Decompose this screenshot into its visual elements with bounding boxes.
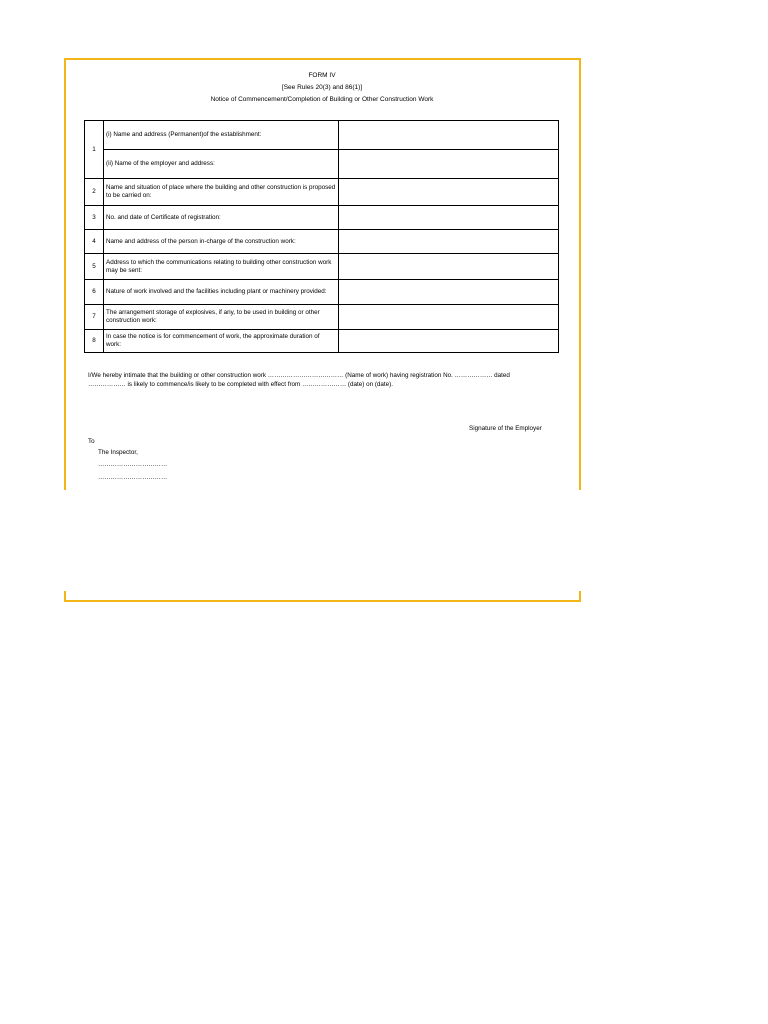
row-number: 5: [85, 254, 104, 280]
intimation-paragraph: I/We hereby intimate that the building or other construction work ……………………………… (Name of work) having registration No. ……………… dated ……………… is likely to commence/is likely to be completed with effect from ………………… (date) on (date).: [88, 372, 510, 388]
row-value-field[interactable]: [339, 179, 559, 206]
form-subtitle: Notice of Commencement/Completion of Building or Other Construction Work: [210, 96, 434, 103]
frame-right-border: [579, 58, 581, 490]
to-label: To: [88, 438, 95, 445]
row-label: (ii) Name of the employer and address:: [104, 150, 339, 179]
row-number: 8: [85, 330, 104, 353]
form-title: FORM IV: [308, 72, 336, 79]
row-value-field[interactable]: [339, 305, 559, 330]
form-table: [84, 120, 559, 353]
row-label: No. and date of Certificate of registration:: [104, 206, 339, 230]
row-label: The arrangement storage of explosives, if any, to be used in building or other construction work:: [104, 305, 339, 330]
row-number: 3: [85, 206, 104, 230]
row-number: 1: [85, 121, 104, 179]
row-number: 7: [85, 305, 104, 330]
row-number: 2: [85, 179, 104, 206]
table-row: [85, 330, 559, 353]
row-label: Name and address of the person in-charge of the construction work:: [104, 230, 339, 254]
employer-signature-label: Signature of the Employer: [469, 425, 542, 432]
frame-left-border: [64, 58, 66, 490]
form-rules: [See Rules 20(3) and 86(1)]: [281, 84, 363, 91]
table-row: [85, 206, 559, 230]
row-label: (i) Name and address (Permanent)of the establishment:: [104, 121, 339, 150]
row-value-field[interactable]: [339, 121, 559, 150]
row-label: In case the notice is for commencement of work, the approximate duration of work:: [104, 330, 339, 353]
table-row: [85, 280, 559, 305]
row-value-field[interactable]: [339, 330, 559, 353]
row-number: 4: [85, 230, 104, 254]
frame-bottom-border: [64, 600, 581, 602]
table-row: [85, 179, 559, 206]
row-label: Address to which the communications relating to building other construction work may be sent:: [104, 254, 339, 280]
row-label: Name and situation of place where the building and other construction is proposed to be carried on:: [104, 179, 339, 206]
address-line-2: ……………………………: [98, 474, 168, 481]
row-value-field[interactable]: [339, 230, 559, 254]
row-number: 6: [85, 280, 104, 305]
table-row: [85, 305, 559, 330]
row-value-field[interactable]: [339, 150, 559, 179]
row-label: Nature of work involved and the facilities including plant or machinery provided:: [104, 280, 339, 305]
inspector-label: The Inspector,: [98, 449, 138, 456]
table-row: [85, 121, 559, 150]
row-value-field[interactable]: [339, 280, 559, 305]
table-row: [85, 254, 559, 280]
row-value-field[interactable]: [339, 206, 559, 230]
table-row: [85, 150, 559, 179]
address-line-1: ……………………………: [98, 461, 168, 468]
frame-top-border: [64, 58, 581, 60]
row-value-field[interactable]: [339, 254, 559, 280]
form-header: [64, 70, 580, 106]
table-row: [85, 230, 559, 254]
